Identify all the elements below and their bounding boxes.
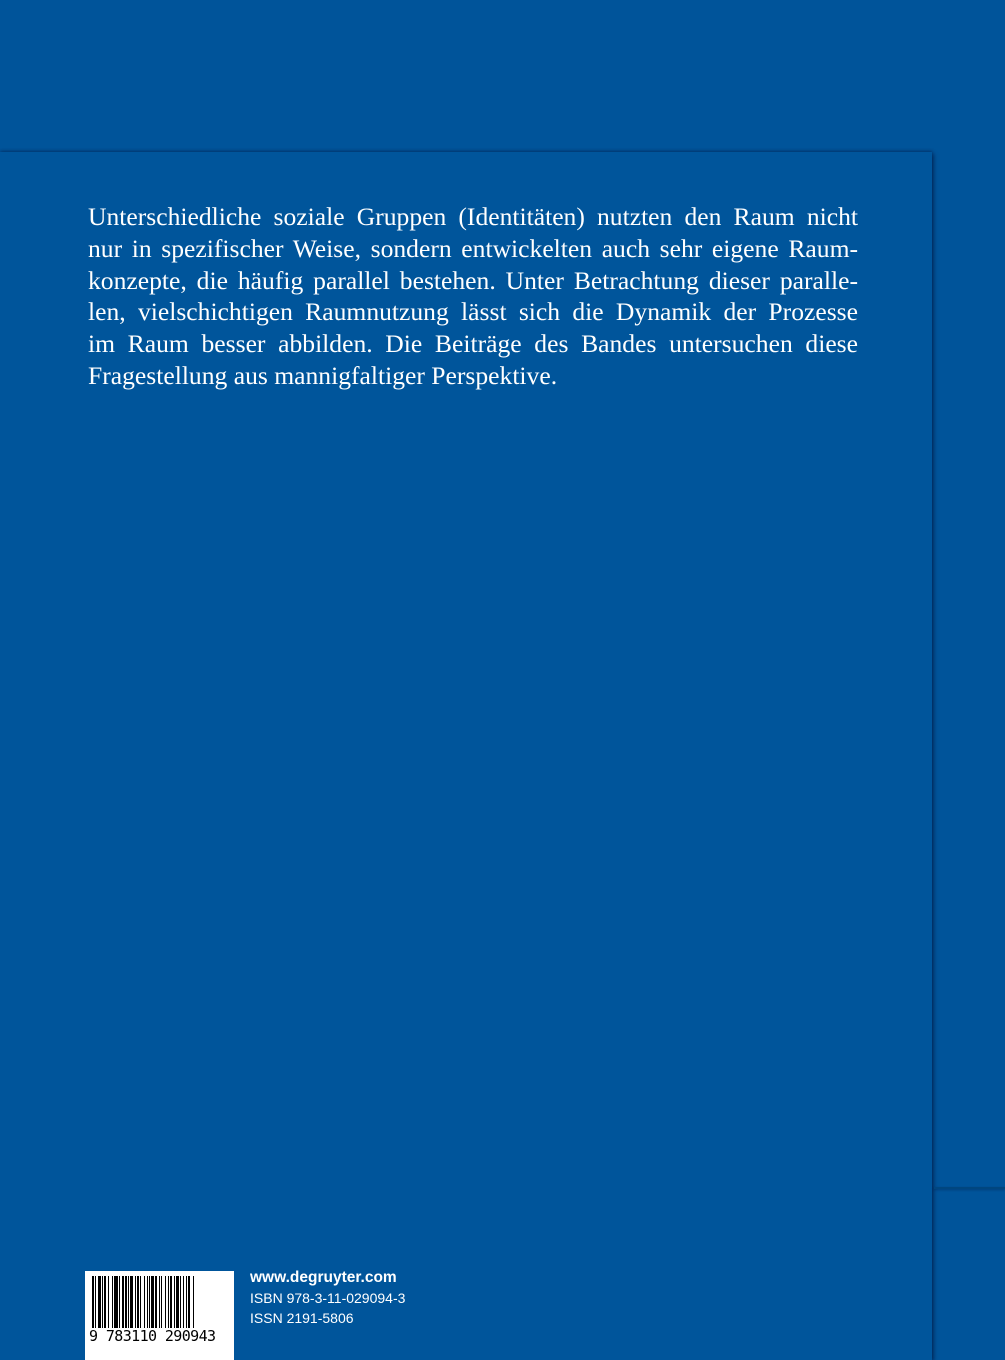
blurb-line: im Raum besser abbilden. Die Beiträge des Bandes untersuchen diese [88, 329, 858, 359]
blurb-text [88, 201, 858, 392]
isbn-text: ISBN 978-3-11-029094-3 [250, 1290, 406, 1306]
issn-text: ISSN 2191-5806 [250, 1310, 354, 1326]
blurb-line: Fragestellung aus mannigfaltiger Perspektive. [88, 360, 558, 390]
blurb-line: nur in spezifischer Weise, sondern entwickelten auch sehr eigene Raum- [88, 233, 858, 263]
blurb-line: Unterschiedliche soziale Gruppen (Identitäten) nutzten den Raum nicht [88, 202, 858, 231]
blurb-line: konzepte, die häufig parallel bestehen. Unter Betrachtung dieser paralle- [88, 265, 858, 295]
blurb-line: len, vielschichtigen Raumnutzung lässt sich die Dynamik der Prozesse [88, 297, 858, 327]
isbn-barcode [85, 1271, 234, 1360]
spine-edge-line [934, 1187, 1005, 1189]
barcode-icon [91, 1276, 228, 1328]
publisher-info [250, 1268, 405, 1328]
publisher-website: www.degruyter.com [250, 1269, 397, 1286]
barcode-digits: 9 783110 290943 [89, 1327, 216, 1345]
